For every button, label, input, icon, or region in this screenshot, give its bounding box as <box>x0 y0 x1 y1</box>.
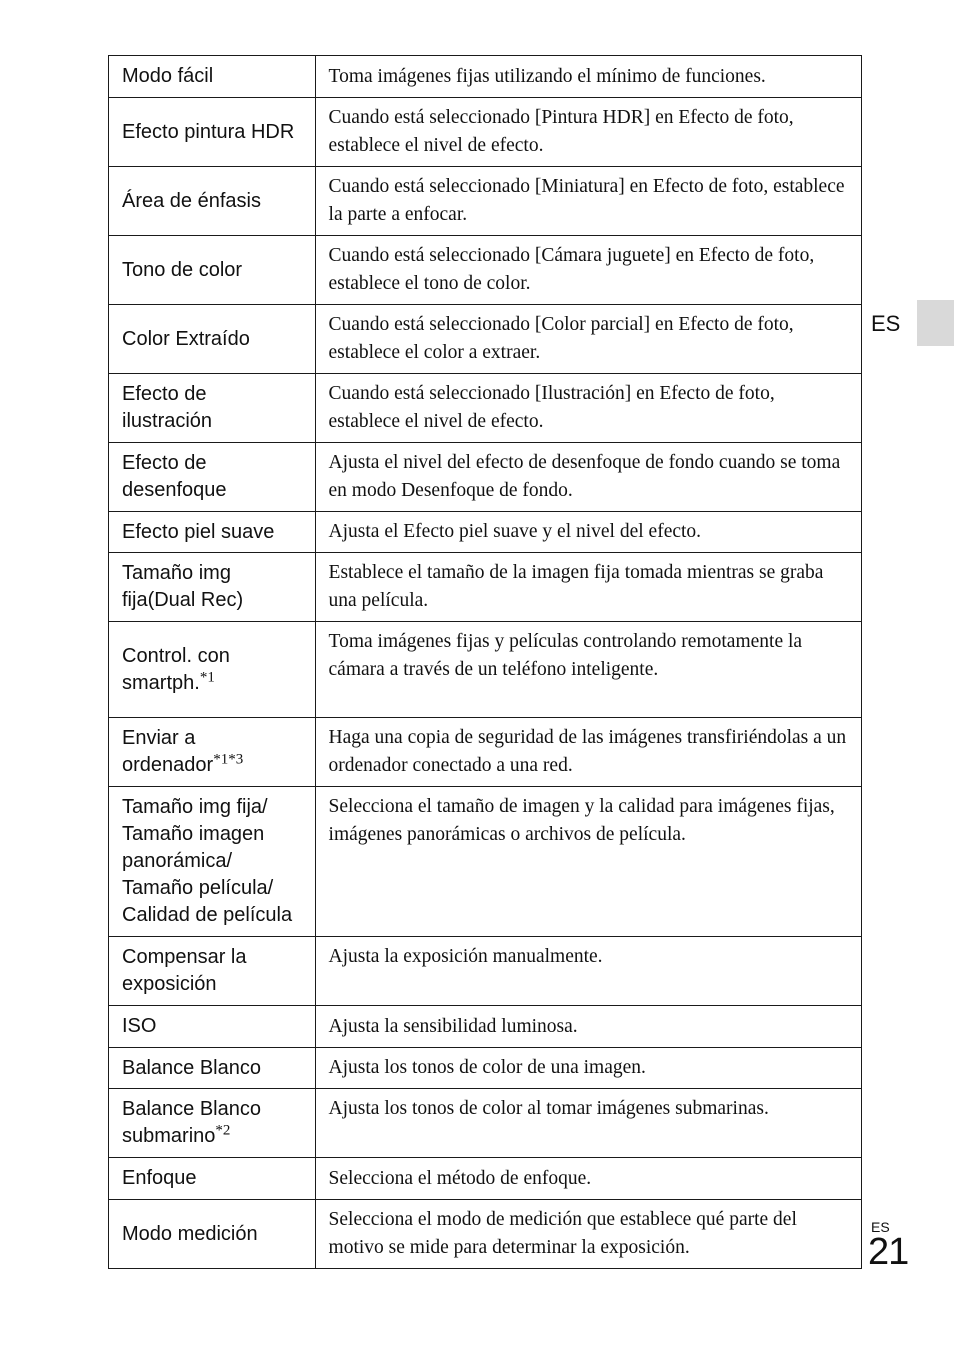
table-row <box>109 443 862 512</box>
setting-name: Modo fácil <box>109 56 316 98</box>
setting-description: Cuando está seleccionado [Ilustración] en Efecto de foto, establece el nivel de efecto. <box>315 374 861 443</box>
setting-description: Cuando está seleccionado [Pintura HDR] en Efecto de foto, establece el nivel de efecto. <box>315 98 861 167</box>
table-row <box>109 1089 862 1158</box>
setting-name: Tamaño img fija(Dual Rec) <box>109 553 316 622</box>
section-tab <box>917 300 954 346</box>
footnote-marker: *2 <box>215 1122 231 1139</box>
table-row <box>109 56 862 98</box>
setting-name: Efecto piel suave <box>109 512 316 553</box>
table-row <box>109 553 862 622</box>
table-row <box>109 374 862 443</box>
table-row <box>109 167 862 236</box>
setting-description: Ajusta el Efecto piel suave y el nivel del efecto. <box>315 512 861 553</box>
table-row <box>109 305 862 374</box>
page-number: 21 <box>868 1231 909 1273</box>
setting-name: Tamaño img fija/ Tamaño imagen panorámica/ Tamaño película/ Calidad de película <box>109 787 316 937</box>
setting-description: Ajusta la sensibilidad luminosa. <box>315 1006 861 1048</box>
setting-name: Tono de color <box>109 236 316 305</box>
setting-name: Control. con smartph.$^{*1}$ <box>109 622 316 718</box>
setting-description: Cuando está seleccionado [Miniatura] en Efecto de foto, establece la parte a enfocar. <box>315 167 861 236</box>
setting-description: Cuando está seleccionado [Color parcial] en Efecto de foto, establece el color a extraer. <box>315 305 861 374</box>
settings-table <box>108 55 862 1269</box>
setting-name: Efecto pintura HDR <box>109 98 316 167</box>
setting-description: Selecciona el tamaño de imagen y la calidad para imágenes fijas, imágenes panorámicas o archivos de película. <box>315 787 861 937</box>
table-row <box>109 236 862 305</box>
table-row <box>109 1048 862 1089</box>
table-row <box>109 1200 862 1269</box>
setting-description: Ajusta los tonos de color al tomar imágenes submarinas. <box>315 1089 861 1158</box>
setting-name: Enviar a ordenador$^{*1*3}$ <box>109 718 316 787</box>
setting-name: Enfoque <box>109 1158 316 1200</box>
setting-name: Área de énfasis <box>109 167 316 236</box>
table-row <box>109 718 862 787</box>
footnote-marker: *1 <box>199 668 215 685</box>
setting-name: Color Extraído <box>109 305 316 374</box>
setting-description: Selecciona el modo de medición que establece qué parte del motivo se mide para determinar la exposición. <box>315 1200 861 1269</box>
table-row <box>109 98 862 167</box>
table-row <box>109 1006 862 1048</box>
setting-name: Efecto de desenfoque <box>109 443 316 512</box>
setting-description: Toma imágenes fijas y películas controlando remotamente la cámara a través de un teléfono inteligente. <box>315 622 861 718</box>
setting-name: Balance Blanco submarino$^{*2}$ <box>109 1089 316 1158</box>
table-row <box>109 937 862 1006</box>
setting-description: Haga una copia de seguridad de las imágenes transfiriéndolas a un ordenador conectado a una red. <box>315 718 861 787</box>
setting-description: Ajusta la exposición manualmente. <box>315 937 861 1006</box>
section-language-label: ES <box>871 311 901 336</box>
setting-description: Ajusta el nivel del efecto de desenfoque de fondo cuando se toma en modo Desenfoque de fondo. <box>315 443 861 512</box>
setting-description: Establece el tamaño de la imagen fija tomada mientras se graba una película. <box>315 553 861 622</box>
footer-language-label: ES <box>871 1219 890 1235</box>
setting-description: Ajusta los tonos de color de una imagen. <box>315 1048 861 1089</box>
footnote-marker: *1*3 <box>213 751 244 768</box>
table-row <box>109 1158 862 1200</box>
table-row <box>109 787 862 937</box>
table-row <box>109 622 862 718</box>
setting-name: Compensar la exposición <box>109 937 316 1006</box>
setting-description: Toma imágenes fijas utilizando el mínimo de funciones. <box>315 56 861 98</box>
setting-name: ISO <box>109 1006 316 1048</box>
setting-name: Modo medición <box>109 1200 316 1269</box>
setting-description: Selecciona el método de enfoque. <box>315 1158 861 1200</box>
setting-name: Efecto de ilustración <box>109 374 316 443</box>
setting-description: Cuando está seleccionado [Cámara juguete] en Efecto de foto, establece el tono de color. <box>315 236 861 305</box>
table-row <box>109 512 862 553</box>
setting-name: Balance Blanco <box>109 1048 316 1089</box>
